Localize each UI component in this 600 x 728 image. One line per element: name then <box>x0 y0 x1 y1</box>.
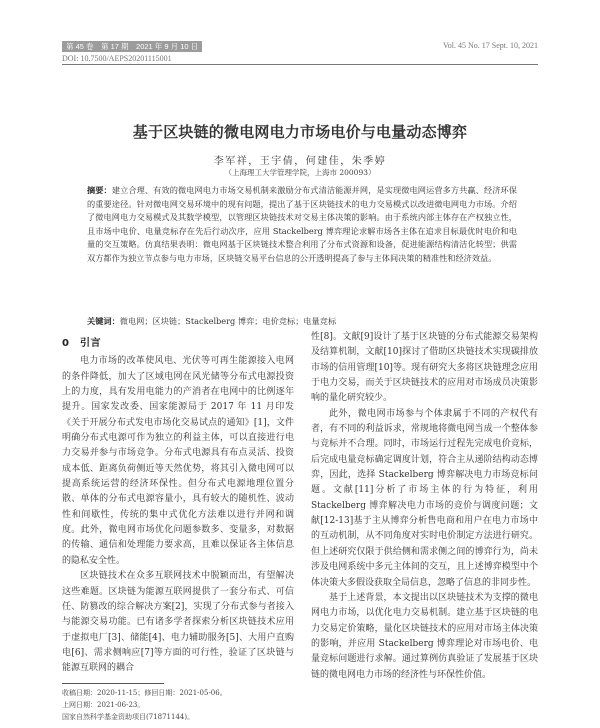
body-paragraph: 基于上述背景，本文提出以区块链技术为支撑的微电网电力市场，以优化电力交易机制。建立基于区块链的电力交易定价策略，量化区块链技术的应用对市场主体决策的影响，并应用 Stackelberg 博弈理论对市场电价、电量竞标问题进行求解。通过算例仿真验证了发展基于区块链的微电网电力市场的经济性与环保性价值。 <box>311 592 538 680</box>
body-column-right <box>311 330 538 683</box>
abstract-label: 摘要： <box>87 185 112 195</box>
paper-authors: 李军祥，王宇倩，何建佳，朱季婷 <box>213 156 387 167</box>
journal-issue-english: Vol. 45 No. 17 Sept. 10, 2021 <box>443 41 538 50</box>
body-paragraph: 电力市场的改革使风电、光伏等可再生能源接入电网的条件降低，加大了区域电网在风光储等分布式电源投资上的力度，具有发用电能力的产消者在电网中的比例逐年提升。国家发改委、国家能源局于 2017 年 11 月印发《关于开展分布式发电市场化交易试点的通知》[1]，文件明确分布式电源可作为独立的利益主体，可以直接进行电力交易并参与市场竞争。分布式电源具有布点灵活、投资成本低、距离负荷侧近等天然优势，将其引入微电网可以提高系统运营的经济环保性。但分布式电源地理位置分散、单体的分布式电源容量小，具有较大的随机性、波动性和间歇性，传统的集中式优化方法难以进行并网和调度。此外，微电网市场优化问题参数多、变量多，对数据的传输、通信和处理能力要求高，且难以保证各主体信息的隐私安全性。 <box>62 356 294 566</box>
section-heading-introduction: 0 引言 <box>62 338 101 349</box>
footnote-fund: 国家自然科学基金资助项目(71871144)。 <box>62 713 195 721</box>
paper-title: 基于区块链的微电网电力市场电价与电量动态博弈 <box>132 123 468 141</box>
paper-affiliation: （上海理工大学管理学院，上海市 200093） <box>224 168 376 177</box>
journal-issue-badge: 第 45 卷 第 17 期 2021 年 9 月 10 日 <box>62 41 202 52</box>
body-paragraph: 区块链技术在众多互联网技术中脱颖而出，有望解决这些难题。区块链为能源互联网提供了一套分布式、可信任、防篡改的综合解决方案[2]，实现了分布式参与者接入与能源交易功能。已有诸多学者探索分析区块链技术应用于虚拟电厂[3]、储能[4]、电力辅助服务[5]、大用户直购电[6]、需求侧响应[7]等方面的可行性，验证了区块链与能源互联网的耦合 <box>62 571 294 674</box>
header-rule <box>62 64 538 65</box>
abstract-text: 建立合理、有效的微电网电力市场交易机制来激励分布式清洁能源并网，是实现微电网运营多方共赢、经济环保的重要途径。针对微电网交易环境中的现有问题，提出了基于区块链技术的电力交易模式以改进微电网电力市场。介绍了微电网电力交易模式及其数学模型，以管理区块链技术对交易主体决策的影响。由于系统内部主体存在产权独立性，且市场中电价、电量竞标存在先后行动次序，应用 Stackelberg 博弈理论求解市场各主体在追求目标最优时电价和电量的交互策略。仿真结果表明：微电网基于区块链技术整合利用了分布式资源和设备，促进能源结构清洁化转型；供需双方都作为独立节点参与电力市场，区块链交易平台信息的公开透明提高了参与主体间决策的精准性和经济效益。 <box>87 185 517 263</box>
footnote-received: 收稿日期：2020-11-15；修回日期：2021-05-06。 <box>62 689 227 697</box>
doi-line: DOI: 10.7500/AEPS20201115001 <box>62 54 172 63</box>
footnote-rule <box>62 683 164 684</box>
keywords-text: 微电网；区块链；Stackelberg 博弈；电价竞标；电量竞标 <box>119 316 337 326</box>
footnote-block <box>62 687 294 723</box>
keywords-block <box>87 316 517 327</box>
body-paragraph: 此外，微电网市场参与个体隶属于不同的产权代有者，有不同的利益诉求，常规地将微电网当成一个整体参与竞标并不合理。同时，市场运行过程先完成电价竞标，后完成电量竞标确定调度计划，符合主从递阶结构动态博弈，因此，选择 Stackelberg 博弈解决电力市场竞标问题。文献[11]分析了市场主体的行为特征，利用 Stackelberg 博弈解决电力市场的竞价与调度问题；文献[12-13]基于主从博弈分析售电商和用户在电力市场中的互动机制，从不同角度对实时电价制定方法进行研究。但上述研究仅限于供给侧和需求侧之间的博弈行为，尚未涉及电网系统中多元主体间的交互，且上述博弈模型中个体决策大多假设获取全局信息，忽略了信息的非同步性。 <box>311 408 538 588</box>
footnote-online: 上网日期：2021-06-23。 <box>62 701 145 709</box>
abstract-block <box>87 184 517 266</box>
body-paragraph: 性[8]。文献[9]设计了基于区块链的分布式能源交易架构及结算机制，文献[10]探讨了借助区块链技术实现碳排放市场的信用管理[10]等。现有研究大多将区块链理念应用于电力交易，而关于区块链技术的应用对市场成员决策影响的量化研究较少。 <box>311 332 538 404</box>
body-column-left <box>62 332 294 677</box>
keywords-label: 关键词： <box>87 316 120 326</box>
